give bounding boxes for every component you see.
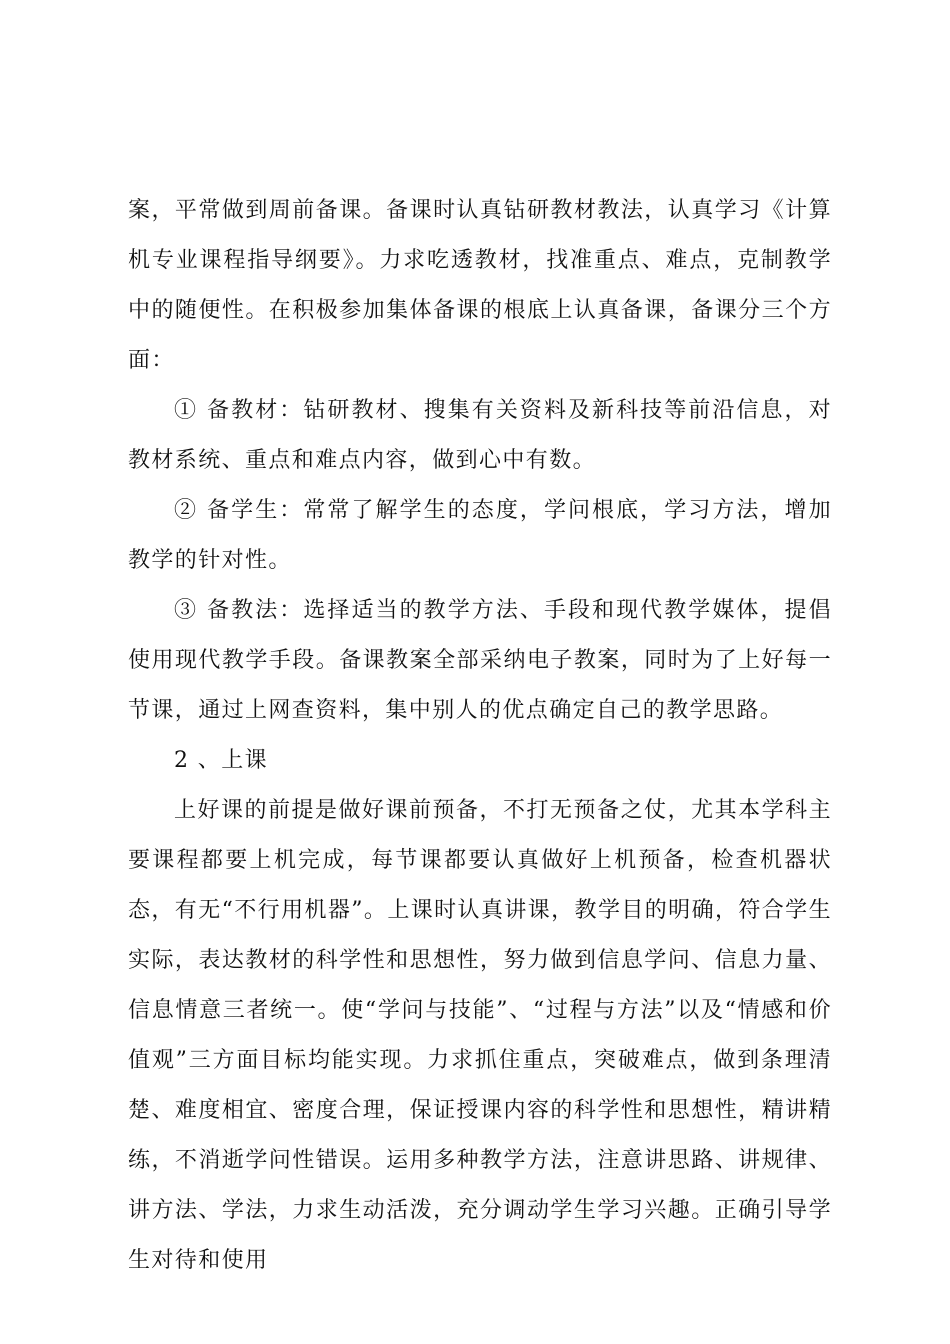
document-page bbox=[128, 186, 832, 1286]
paragraph-class-teaching: 上好课的前提是做好课前预备，不打无预备之仗，尤其本学科主要课程都要上机完成，每节课都要认真做好上机预备，检查机器状态，有无“不行用机器”。上课时认真讲课，教学目的明确，符合学生实际，表达教材的科学性和思想性，努力做到信息学问、信息力量、信息情意三者统一。使“学问与技能”、“过程与方法”以及“情感和价值观”三方面目标均能实现。力求抓住重点，突破难点，做到条理清楚、难度相宜、密度合理，保证授课内容的科学性和思想性，精讲精练，不消逝学问性错误。运用多种教学方法，注意讲思路、讲规律、讲方法、学法，力求生动活泼，充分调动学生学习兴趣。正确引导学生对待和使用 bbox=[128, 798, 832, 1273]
paragraph-prepare-students: ② 备学生：常常了解学生的态度，学问根底，学习方法，增加教学的针对性。 bbox=[128, 498, 832, 573]
paragraph-prepare-materials: ① 备教材：钻研教材、搜集有关资料及新科技等前沿信息，对教材系统、重点和难点内容，做到心中有数。 bbox=[128, 398, 832, 473]
section-heading-class: 2 、上课 bbox=[174, 748, 268, 773]
paragraph-lesson-prep-intro: 案，平常做到周前备课。备课时认真钻研教材教法，认真学习《计算机专业课程指导纲要》。力求吃透教材，找准重点、难点，克制教学中的随便性。在积极参加集体备课的根底上认真备课，备课分三个方面： bbox=[128, 198, 832, 373]
paragraph-prepare-methods: ③ 备教法：选择适当的教学方法、手段和现代教学媒体，提倡使用现代教学手段。备课教案全部采纳电子教案，同时为了上好每一节课，通过上网查资料，集中别人的优点确定自己的教学思路。 bbox=[128, 598, 832, 723]
